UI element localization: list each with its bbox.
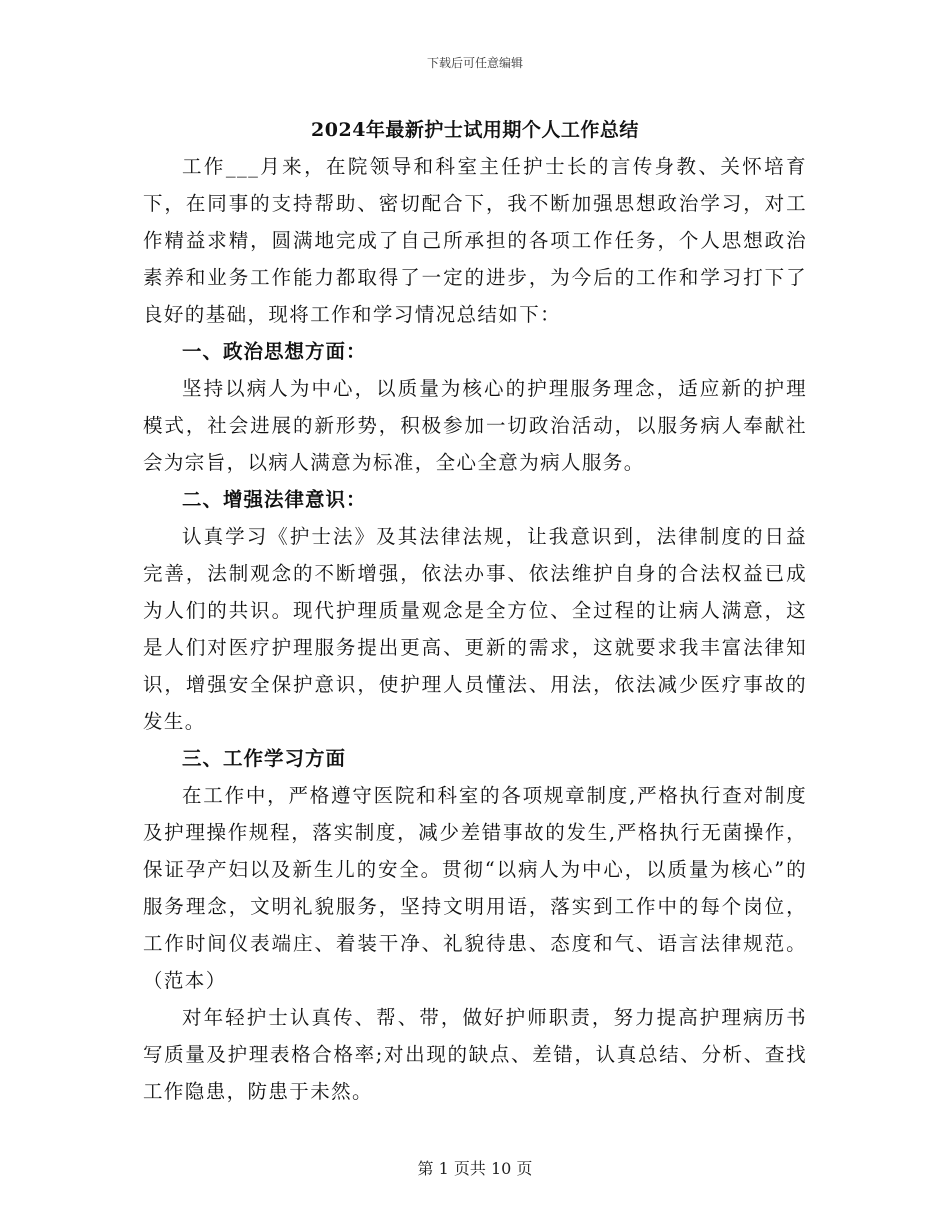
section-paragraph: 在工作中，严格遵守医院和科室的各项规章制度,严格执行查对制度及护理操作规程，落实制度，减少差错事故的发生,严格执行无菌操作，保证孕产妇以及新生儿的安全。贯彻“以病人为中心，以质量为核心”的服务理念，文明礼貌服务，坚持文明用语，落实到工作中的每个岗位，工作时间仪表端庄、着装干净、礼貌待患、态度和气、语言法律规范。（范本）: [143, 784, 807, 992]
page-number: 第 1 页共 10 页: [417, 1159, 533, 1178]
section-heading: 一、政治思想方面：: [182, 340, 367, 363]
section-law: [143, 481, 807, 740]
section-heading: 三、工作学习方面: [182, 747, 347, 770]
section-paragraph: 认真学习《护士法》及其法律法规，让我意识到，法律制度的日益完善，法制观念的不断增强，依法办事、依法维护自身的合法权益已成为人们的共识。现代护理质量观念是全方位、全过程的让病人满意，这是人们对医疗护理服务提出更高、更新的需求，这就要求我丰富法律知识，增强安全保护意识，使护理人员懂法、用法，依法减少医疗事故的发生。: [143, 525, 807, 733]
header-note: 下载后可任意编辑: [426, 56, 523, 70]
document-body: [143, 112, 807, 1110]
section-paragraph: 对年轻护士认真传、帮、带，做好护师职责，努力提高护理病历书写质量及护理表格合格率;对出现的缺点、差错，认真总结、分析、查找工作隐患，防患于未然。: [143, 1006, 807, 1103]
section-heading: 二、增强法律意识：: [182, 488, 367, 511]
section-paragraph: 坚持以病人为中心，以质量为核心的护理服务理念，适应新的护理模式，社会进展的新形势，积极参加一切政治活动，以服务病人奉献社会为宗旨，以病人满意为标准，全心全意为病人服务。: [143, 377, 807, 474]
section-work-study: [143, 740, 807, 1110]
intro-paragraph: 工作___月来，在院领导和科室主任护士长的言传身教、关怀培育下，在同事的支持帮助、密切配合下，我不断加强思想政治学习，对工作精益求精，圆满地完成了自己所承担的各项工作任务，个人思想政治素养和业务工作能力都取得了一定的进步，为今后的工作和学习打下了良好的基础，现将工作和学习情况总结如下：: [143, 155, 807, 326]
section-political: [143, 333, 807, 481]
document-title: 2024年最新护士试用期个人工作总结: [311, 119, 639, 141]
